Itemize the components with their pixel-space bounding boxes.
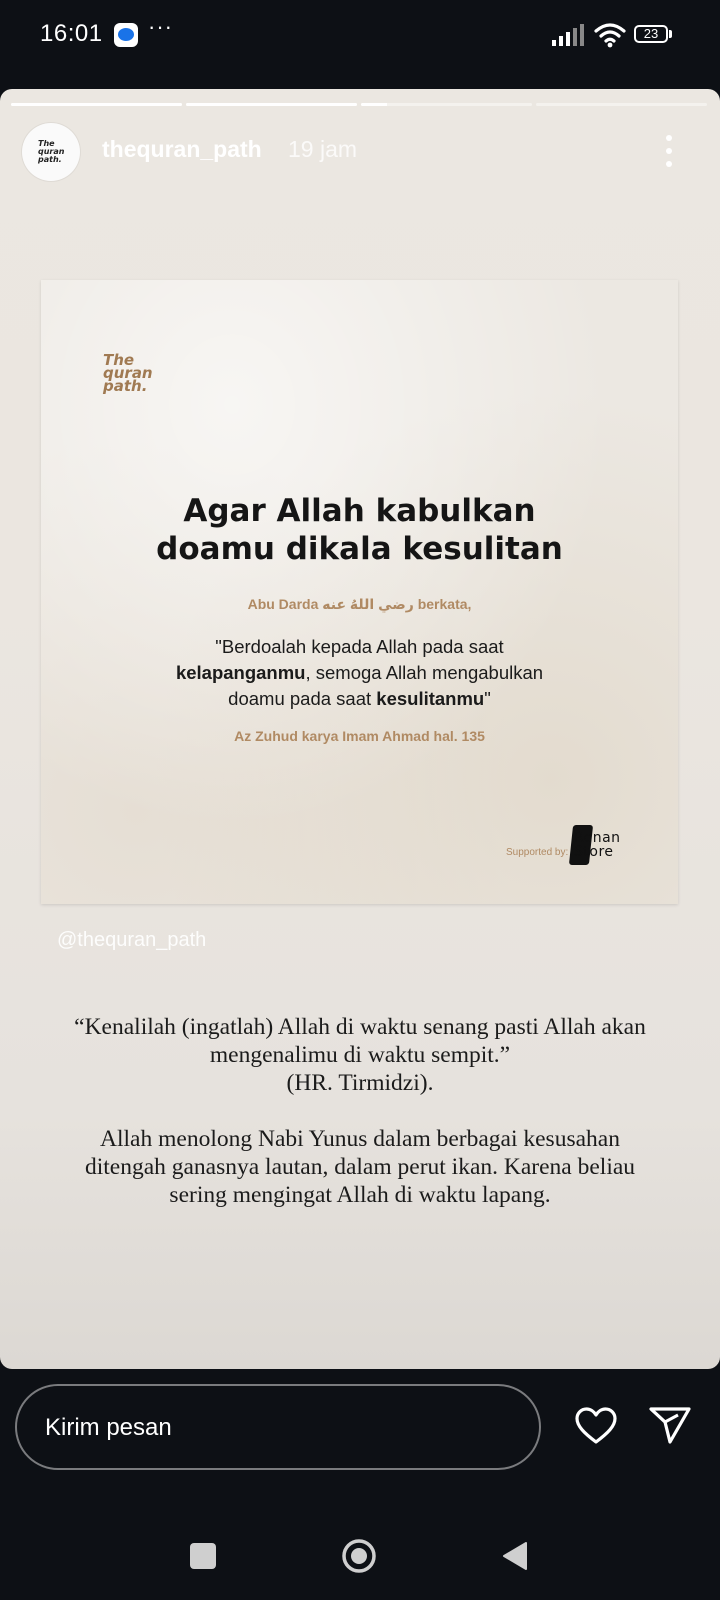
battery-level: 23 — [643, 26, 659, 41]
more-notifications-icon: ··· — [148, 14, 173, 39]
mention-handle[interactable]: @thequran_path — [57, 929, 207, 951]
progress-segment — [536, 103, 707, 106]
caption-line: Allah menolong Nabi Yunus dalam berbagai kesusahan — [100, 1126, 620, 1152]
post-title-line: Agar Allah kabulkan — [183, 493, 536, 529]
signal-icon — [552, 24, 586, 46]
post-title-line: doamu dikala kesulitan — [156, 531, 563, 567]
quote-fragment: , semoga Allah mengabulkan — [305, 662, 544, 683]
story-caption — [40, 1013, 680, 1209]
narrator-text: Abu Darda رضي اللهُ عنه berkata, — [247, 596, 472, 612]
story-viewer[interactable] — [0, 89, 720, 1369]
caption-line: ditengah ganasnya lautan, dalam perut ikan. Karena beliau — [84, 1154, 636, 1180]
caption-line: mengenalimu di waktu sempit.” — [209, 1042, 511, 1068]
like-heart-icon[interactable] — [574, 1406, 618, 1446]
brand-logo: The quran path. — [103, 351, 153, 395]
home-icon[interactable] — [341, 1538, 377, 1574]
back-icon[interactable] — [502, 1541, 528, 1571]
store-logo — [569, 825, 629, 867]
send-icon[interactable] — [648, 1405, 692, 1445]
message-input-container[interactable] — [15, 1384, 541, 1470]
status-time: 16:01 — [40, 20, 103, 47]
message-input[interactable] — [43, 1408, 507, 1448]
progress-fill — [11, 103, 182, 106]
progress-fill — [186, 103, 357, 106]
status-bar — [0, 0, 720, 62]
store-logo-text: Renan Store — [574, 830, 621, 860]
quote-line — [41, 686, 678, 712]
progress-segment — [186, 103, 357, 106]
recent-apps-icon[interactable] — [190, 1543, 216, 1569]
story-progress — [11, 103, 709, 106]
quote-line: "Berdoalah kepada Allah pada saat — [215, 636, 504, 657]
quote-fragment: doamu pada saat — [228, 688, 372, 709]
post-title — [41, 492, 678, 568]
progress-fill — [361, 103, 387, 106]
progress-segment — [361, 103, 532, 106]
story-image — [41, 280, 678, 904]
caption-line: “Kenalilah (ingatlah) Allah di waktu senang pasti Allah akan — [74, 1014, 646, 1040]
messages-notification-icon — [114, 23, 138, 47]
avatar[interactable] — [22, 123, 80, 181]
caption-line: sering mengingat Allah di waktu lapang. — [169, 1182, 551, 1208]
caption-line: (HR. Tirmidzi). — [286, 1070, 434, 1096]
quote-bold: kelapanganmu — [175, 662, 306, 683]
source-text: Az Zuhud karya Imam Ahmad hal. 135 — [234, 728, 485, 744]
username[interactable]: thequran_path — [102, 136, 262, 162]
wifi-icon — [594, 22, 626, 48]
avatar-logo: The quran path. — [38, 139, 65, 164]
supported-by-label: Supported by: — [506, 847, 569, 858]
battery-icon — [634, 25, 674, 45]
progress-segment — [11, 103, 182, 106]
quote-line — [41, 660, 678, 686]
post-time: 19 jam — [288, 136, 358, 162]
quote-bold: kesulitanmu — [376, 688, 485, 709]
quote-fragment: " — [484, 688, 491, 709]
quote-text — [41, 634, 678, 712]
more-options-icon[interactable] — [662, 133, 676, 169]
